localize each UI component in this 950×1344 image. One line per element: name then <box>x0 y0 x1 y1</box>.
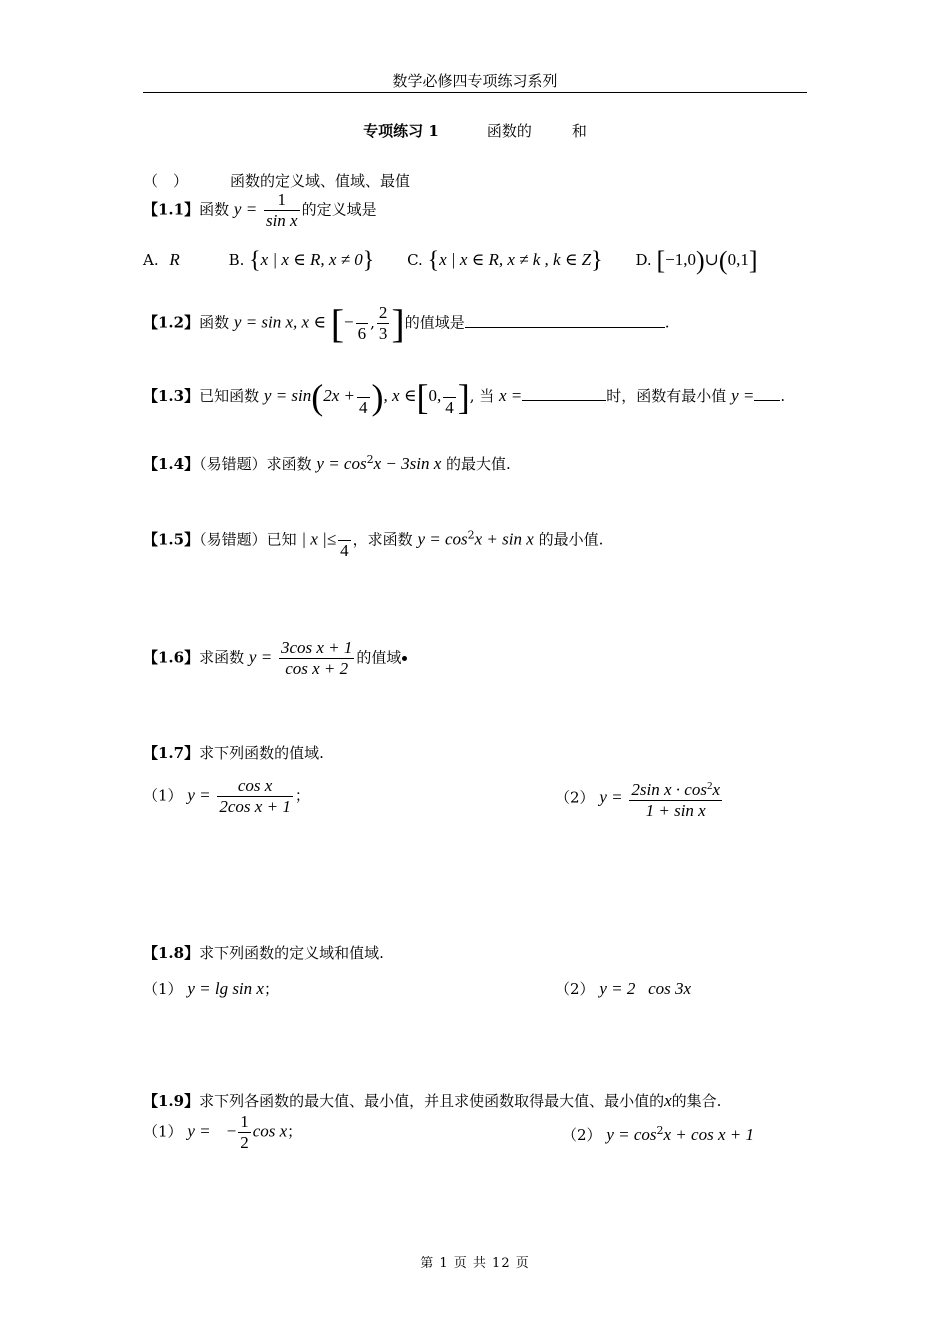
brace-left: { <box>249 247 261 274</box>
option-c: x | x ∈ R, x ≠ k , k ∈ Z <box>439 250 592 269</box>
part-label: （2） <box>562 1126 602 1144</box>
fraction-numerator: 2 <box>378 303 388 322</box>
question-text: 的集合. <box>671 1092 722 1110</box>
fraction-numerator <box>629 776 722 801</box>
question-label: 【1.9】 <box>143 1092 200 1110</box>
fraction-denominator: sin x <box>265 211 298 230</box>
fraction-numerator: 3cos x + 1 <box>280 638 353 657</box>
exercise-title <box>0 120 950 141</box>
math-expr: y = <box>599 787 623 807</box>
option-b: x | x ∈ R, x ≠ 0 <box>260 250 363 269</box>
section-heading <box>143 170 410 191</box>
fraction <box>629 776 722 821</box>
bracket: [ <box>330 301 345 346</box>
math-expr: x − 3sin x <box>373 454 442 473</box>
fraction-numerator <box>338 520 351 541</box>
question-label: 【1.8】 <box>143 944 200 962</box>
fraction-denominator: 2cos x + 1 <box>219 797 291 816</box>
question-1-1-options <box>143 246 758 276</box>
math-expr: , x ∈ <box>383 386 417 405</box>
fraction <box>338 520 351 561</box>
fraction <box>357 377 370 418</box>
fraction <box>264 190 300 231</box>
math-expr: x <box>664 1091 672 1110</box>
answer-blank <box>522 386 606 401</box>
section-title: 函数的定义域、值域、最值 <box>230 172 411 190</box>
part-label: （2） <box>555 980 595 998</box>
fraction-numerator <box>443 377 456 398</box>
math-expr: x = <box>499 386 523 405</box>
math-expr: 0, <box>428 386 442 405</box>
bracket: ] <box>748 246 758 275</box>
fraction-numerator <box>357 377 370 398</box>
option-a-label: A. <box>143 251 159 269</box>
document-header: 数学必修四专项练习系列 <box>392 72 558 90</box>
question-text: 的定义域是 <box>301 200 377 219</box>
question-label: 【1.2】 <box>143 313 200 332</box>
fraction-denominator: 6 <box>357 324 367 343</box>
question-text: 求下列函数的定义域和值域. <box>199 944 384 962</box>
fraction <box>217 776 292 817</box>
question-1-8-part-1 <box>143 978 279 999</box>
question-text: 求下列函数的值域. <box>199 744 324 762</box>
question-text: （易错题）求函数 <box>199 455 312 473</box>
superscript: 2 <box>467 528 475 542</box>
union-symbol: ∪ <box>704 250 719 269</box>
question-1-2: 【1.2】函数 y = sin x, x ∈ [− 6 , $\frac{2}{3}$ ]的值域是 . <box>143 301 670 346</box>
fraction-denominator: 3 <box>378 324 388 343</box>
question-label: 【1.7】 <box>143 744 200 762</box>
math-expr: y = cos <box>606 1125 657 1144</box>
exercise-title-part: 和 <box>571 122 587 140</box>
math-expr: y = 2 cos 3x <box>599 979 692 998</box>
math-expr: y = lg sin x <box>187 979 264 998</box>
math-expr: y = sin x, x ∈ <box>233 312 326 332</box>
math-expr: | x |≤ <box>301 529 337 549</box>
superscript: 2 <box>366 453 374 466</box>
question-label: 【1.5】 <box>143 530 200 549</box>
bracket: ] <box>457 377 470 417</box>
math-expr: y = cos <box>417 529 468 549</box>
option-b-label: B. <box>228 251 245 269</box>
option-c-label: C. <box>407 251 423 269</box>
question-text: . <box>664 313 670 332</box>
question-label: 【1.6】 <box>143 648 200 667</box>
question-text: （易错题）已知 <box>199 530 297 549</box>
question-1-4 <box>143 453 511 474</box>
fraction-numerator <box>356 303 369 324</box>
option-d-left: −1,0 <box>665 250 696 269</box>
stray-dot <box>402 656 407 661</box>
math-expr: y = <box>187 1121 211 1141</box>
fraction-denominator: 4 <box>340 541 349 560</box>
fraction-denominator: 4 <box>445 397 454 417</box>
question-text: ； <box>263 980 279 998</box>
question-1-5 <box>143 520 603 561</box>
question-label: 【1.1】 <box>143 200 200 219</box>
math-expr: y = sin <box>263 386 312 405</box>
math-expr: y = <box>187 785 211 805</box>
question-1-7 <box>143 742 324 763</box>
question-1-9-part-2 <box>562 1124 754 1145</box>
question-label: 【1.4】 <box>143 455 200 473</box>
math-expr: 2x + <box>323 386 356 405</box>
question-text: 的值域是 <box>404 313 465 332</box>
question-text: . <box>780 387 786 405</box>
question-1-7-part-1 <box>143 776 310 817</box>
question-text: 函数 <box>199 200 230 219</box>
part-label: （1） <box>143 786 183 805</box>
fraction-numerator: 1 <box>264 190 300 211</box>
part-label: （1） <box>143 980 183 998</box>
superscript: 2 <box>656 1124 664 1137</box>
fraction-numerator: cos x <box>217 776 292 797</box>
fraction-denominator: cos x + 2 <box>285 659 349 678</box>
brace-right: } <box>362 247 375 274</box>
part-label: （2） <box>555 788 595 807</box>
fraction-denominator: 2 <box>240 1133 249 1152</box>
bracket: ] <box>391 301 405 346</box>
question-text: 求下列各函数的最大值、最小值，并且求使函数取得最大值、最小值的 <box>199 1092 665 1110</box>
superscript: 2 <box>706 780 713 792</box>
exercise-title-part: 函数的 <box>486 122 532 140</box>
fraction <box>238 1112 251 1153</box>
question-1-7-part-2 <box>555 776 724 821</box>
header-rule <box>143 92 807 93</box>
minus-sign: − <box>344 312 354 332</box>
bracket: ) <box>696 246 705 275</box>
question-1-8 <box>143 942 384 963</box>
brace-left: { <box>427 247 440 274</box>
question-1-9 <box>143 1090 721 1111</box>
question-text: ； <box>287 1122 303 1141</box>
fraction <box>279 638 354 679</box>
question-1-9-part-1 <box>143 1112 302 1153</box>
question-1-1 <box>143 190 377 231</box>
question-1-3 <box>143 376 785 418</box>
math-expr: y = <box>233 199 258 219</box>
question-text: 的最大值. <box>446 455 511 473</box>
question-text: , 当 <box>469 387 495 405</box>
math-expr: 2sin x · cos <box>631 780 707 799</box>
question-text: ； <box>294 786 310 805</box>
bracket: [ <box>656 246 666 275</box>
option-d-right: 0,1 <box>727 250 749 269</box>
math-expr: x <box>712 780 720 799</box>
question-text: 求函数 <box>199 648 245 667</box>
option-a: R <box>169 250 180 269</box>
question-text: 函数 <box>199 313 230 332</box>
math-expr: x + sin x <box>474 529 534 549</box>
minus-sign: − <box>226 1121 237 1141</box>
exercise-number: 专项练习 1 <box>363 122 439 140</box>
question-text: 时，函数有最小值 <box>606 387 727 405</box>
question-text: ，求函数 <box>352 530 413 549</box>
question-1-6 <box>143 638 407 679</box>
question-1-8-part-2 <box>555 978 691 999</box>
bracket: [ <box>416 377 429 417</box>
section-paren: （ ） <box>143 172 189 190</box>
fraction-denominator: 4 <box>359 397 368 417</box>
math-expr: y = <box>248 647 273 667</box>
math-expr: x + cos x + 1 <box>663 1125 754 1144</box>
question-text: 的值域 <box>356 648 402 667</box>
question-text: 的最小值. <box>538 530 604 549</box>
answer-blank <box>754 386 780 401</box>
question-label: 【1.3】 <box>143 387 200 405</box>
brace-right: } <box>591 247 603 274</box>
bracket: ( <box>718 246 728 275</box>
option-d-label: D. <box>635 251 652 269</box>
fraction <box>377 303 390 344</box>
answer-blank <box>465 313 665 328</box>
fraction-denominator: 1 + sin x <box>645 801 706 820</box>
fraction <box>443 377 456 418</box>
question-text: 已知函数 <box>199 387 260 405</box>
page-footer: 第 1 页 共 12 页 <box>420 1256 530 1271</box>
math-expr: y = <box>731 386 755 405</box>
fraction <box>356 303 369 344</box>
math-expr: y = cos <box>316 454 367 473</box>
part-label: （1） <box>143 1122 183 1141</box>
paren: ( <box>311 377 324 417</box>
math-expr: cos x <box>252 1121 288 1141</box>
paren: ) <box>371 377 384 417</box>
fraction-numerator: 1 <box>240 1112 249 1131</box>
